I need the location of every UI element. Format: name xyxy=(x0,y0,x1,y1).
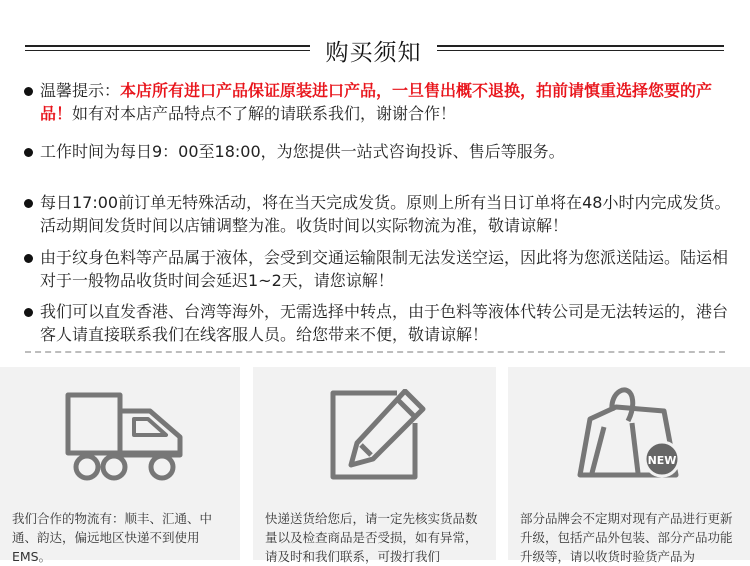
new-badge: NEW xyxy=(647,454,677,467)
dashed-divider xyxy=(25,351,725,353)
bullet-icon xyxy=(24,199,33,208)
pencil-icon xyxy=(327,389,427,484)
bullet-icon xyxy=(24,148,33,157)
notice-liquid xyxy=(24,246,734,292)
notice-shipping-text: 每日17:00前订单无特殊活动，将在当天完成发货。原则上所有当日订单将在48小时内完成发货。活动期间发货时间以店铺调整为准。收货时间以实际物流为准，敬请谅解！ xyxy=(40,193,731,235)
notice-tip-highlight: 本店所有进口产品保证原装进口产品，一旦售出概不退换，拍前请慎重选择您要的产品！ xyxy=(40,81,713,123)
notice-tip xyxy=(24,79,734,125)
panel-inspection-text: 快递送货给您后，请一定先核实货品数量以及检查商品是否受损，如有异常，请及时和我们联系，可拨打我们 xyxy=(265,511,478,564)
notice-liquid-text: 由于纹身色料等产品属于液体，会受到交通运输限制无法发送空运，因此将为您派送陆运。陆运相对于一般物品收货时间会延迟1~2天，请您谅解！ xyxy=(40,248,729,290)
notice-overseas xyxy=(24,300,734,346)
notice-hours xyxy=(24,140,734,163)
shopping-bag-icon xyxy=(576,383,686,483)
title-row xyxy=(0,30,750,70)
notice-shipping xyxy=(24,191,734,237)
bullet-icon xyxy=(24,308,33,317)
panel-inspection xyxy=(253,367,496,564)
panel-upgrade xyxy=(508,367,750,564)
title-right-rule xyxy=(437,45,724,53)
notice-tip-suffix: 如有对本店产品特点不了解的请联系我们，谢谢合作！ xyxy=(72,104,457,123)
page-title: 购买须知 xyxy=(325,40,422,66)
notice-hours-text: 工作时间为每日9：00至18:00，为您提供一站式咨询投诉、售后等服务。 xyxy=(40,142,565,161)
truck-icon xyxy=(62,389,187,484)
panel-logistics xyxy=(0,367,240,564)
bullet-icon xyxy=(24,254,33,263)
notice-tip-prefix: 温馨提示： xyxy=(40,81,121,100)
panel-logistics-text: 我们合作的物流有：顺丰、汇通、中通、韵达，偏远地区快递不到使用EMS。 xyxy=(12,511,213,564)
notice-overseas-text: 我们可以直发香港、台湾等海外，无需选择中转点，由于色料等液体代转公司是无法转运的，港台客人请直接联系我们在线客服人员。给您带来不便，敬请谅解！ xyxy=(40,302,729,344)
bullet-icon xyxy=(24,87,33,96)
panel-upgrade-text: 部分品牌会不定期对现有产品进行更新升级，包括产品外包装、部分产品功能升级等，请以收货时验货产品为 xyxy=(520,511,733,564)
title-left-rule xyxy=(25,45,310,53)
